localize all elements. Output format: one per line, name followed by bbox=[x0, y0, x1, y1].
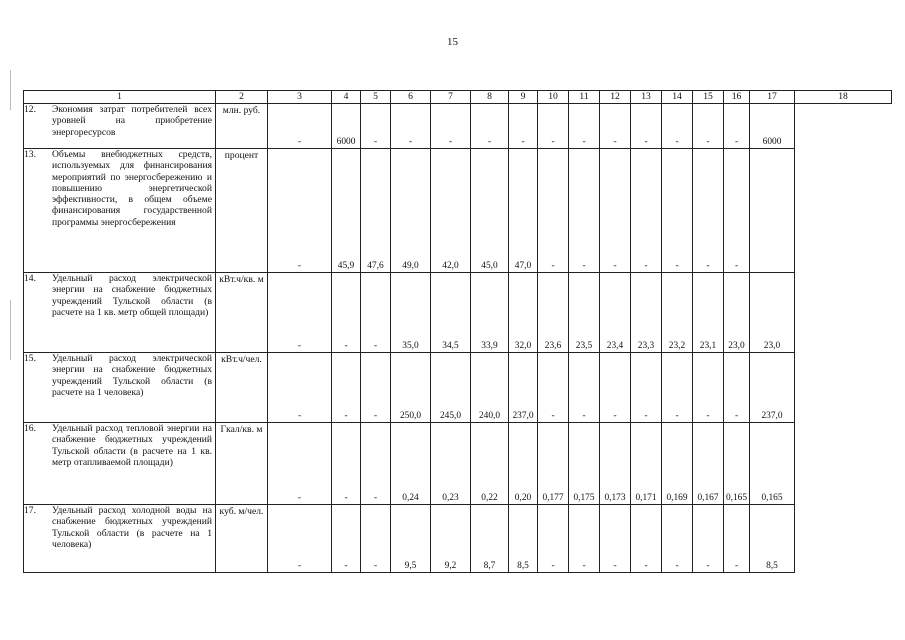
value-cell-col-16: 0,165 bbox=[724, 423, 750, 505]
value-cell-col-17: 237,0 bbox=[750, 353, 795, 423]
value-cell-col-13: - bbox=[631, 505, 662, 573]
value-cell-col-14: - bbox=[662, 505, 693, 573]
value-cell-col-6: 49,0 bbox=[391, 149, 431, 273]
blank-col-18 bbox=[795, 104, 892, 149]
table-row bbox=[24, 353, 892, 423]
unit-cell: кВт.ч/кв. м bbox=[216, 273, 268, 353]
indicator-number: 12. bbox=[24, 104, 36, 115]
value-cell-col-9: 237,0 bbox=[509, 353, 538, 423]
value-cell-col-14: - bbox=[662, 104, 693, 149]
value-cell-col-10: - bbox=[538, 149, 569, 273]
table-row bbox=[24, 505, 892, 573]
value-cell-col-14: - bbox=[662, 353, 693, 423]
unit-cell: процент bbox=[216, 149, 268, 273]
value-cell-col-16: - bbox=[724, 104, 750, 149]
value-cell-col-10: - bbox=[538, 353, 569, 423]
value-cell-col-4: - bbox=[332, 505, 361, 573]
indicator-number: 14. bbox=[24, 273, 36, 284]
column-header-9: 9 bbox=[509, 91, 538, 104]
value-cell-col-15: - bbox=[693, 353, 724, 423]
value-cell-col-11: - bbox=[569, 353, 600, 423]
value-cell-col-9: 8,5 bbox=[509, 505, 538, 573]
table-row bbox=[24, 273, 892, 353]
value-cell-col-9: 32,0 bbox=[509, 273, 538, 353]
value-cell-col-8: 33,9 bbox=[471, 273, 509, 353]
column-header-17: 17 bbox=[750, 91, 795, 104]
column-header-18: 18 bbox=[795, 91, 892, 104]
value-cell-col-11: 0,175 bbox=[569, 423, 600, 505]
value-cell-col-15: 0,167 bbox=[693, 423, 724, 505]
blank-col-18 bbox=[795, 505, 892, 573]
value-cell-col-15: - bbox=[693, 104, 724, 149]
unit-cell: кВт.ч/чел. bbox=[216, 353, 268, 423]
value-cell-col-8: - bbox=[471, 104, 509, 149]
value-cell-col-6: 0,24 bbox=[391, 423, 431, 505]
value-cell-col-7: 0,23 bbox=[431, 423, 471, 505]
value-cell-col-3: - bbox=[268, 273, 332, 353]
indicator-name: Объемы внебюджетных средств, используемых для финансирования мероприятий по энергосбережению и повышению энергетической эффективности, в общем объеме финансирования государственной программы энергосбережения bbox=[52, 149, 212, 228]
indicator-name: Удельный расход холодной воды на снабжение бюджетных учреждений Тульской области (в расчете на 1 человека) bbox=[52, 505, 212, 550]
column-header-2: 2 bbox=[216, 91, 268, 104]
value-cell-col-9: 0,20 bbox=[509, 423, 538, 505]
blank-col-18 bbox=[795, 273, 892, 353]
value-cell-col-9: 47,0 bbox=[509, 149, 538, 273]
column-header-15: 15 bbox=[693, 91, 724, 104]
value-cell-col-16: - bbox=[724, 149, 750, 273]
value-cell-col-13: - bbox=[631, 149, 662, 273]
indicator-name-cell bbox=[24, 149, 216, 273]
value-cell-col-7: 34,5 bbox=[431, 273, 471, 353]
value-cell-col-7: 9,2 bbox=[431, 505, 471, 573]
page-number: 15 bbox=[447, 36, 458, 48]
value-cell-col-12: 0,173 bbox=[600, 423, 631, 505]
indicator-number: 15. bbox=[24, 353, 36, 364]
value-cell-col-13: - bbox=[631, 353, 662, 423]
value-cell-col-6: - bbox=[391, 104, 431, 149]
value-cell-col-8: 45,0 bbox=[471, 149, 509, 273]
value-cell-col-16: - bbox=[724, 505, 750, 573]
value-cell-col-5: - bbox=[361, 353, 391, 423]
column-header-5: 5 bbox=[361, 91, 391, 104]
value-cell-col-10: - bbox=[538, 104, 569, 149]
value-cell-col-12: - bbox=[600, 149, 631, 273]
column-header-1: 1 bbox=[24, 91, 216, 104]
value-cell-col-16: 23,0 bbox=[724, 273, 750, 353]
column-header-14: 14 bbox=[662, 91, 693, 104]
value-cell-col-11: - bbox=[569, 149, 600, 273]
scan-margin-mark bbox=[10, 300, 11, 360]
value-cell-col-13: - bbox=[631, 104, 662, 149]
value-cell-col-4: - bbox=[332, 273, 361, 353]
indicator-name-cell bbox=[24, 104, 216, 149]
value-cell-col-16: - bbox=[724, 353, 750, 423]
value-cell-col-12: - bbox=[600, 104, 631, 149]
blank-col-18 bbox=[795, 353, 892, 423]
value-cell-col-14: 23,2 bbox=[662, 273, 693, 353]
value-cell-col-11: 23,5 bbox=[569, 273, 600, 353]
value-cell-col-15: - bbox=[693, 505, 724, 573]
indicator-name-cell bbox=[24, 353, 216, 423]
value-cell-col-10: - bbox=[538, 505, 569, 573]
indicator-number: 16. bbox=[24, 423, 36, 434]
indicator-number: 13. bbox=[24, 149, 36, 160]
indicator-name-cell bbox=[24, 505, 216, 573]
value-cell-col-3: - bbox=[268, 149, 332, 273]
value-cell-col-4: - bbox=[332, 423, 361, 505]
indicator-number: 17. bbox=[24, 505, 36, 516]
column-header-11: 11 bbox=[569, 91, 600, 104]
value-cell-col-7: 245,0 bbox=[431, 353, 471, 423]
value-cell-col-13: 0,171 bbox=[631, 423, 662, 505]
scan-margin-mark bbox=[10, 70, 11, 110]
value-cell-col-5: 47,6 bbox=[361, 149, 391, 273]
indicator-name-cell bbox=[24, 273, 216, 353]
column-header-10: 10 bbox=[538, 91, 569, 104]
blank-col-18 bbox=[795, 423, 892, 505]
value-cell-col-11: - bbox=[569, 505, 600, 573]
value-cell-col-12: - bbox=[600, 353, 631, 423]
column-header-6: 6 bbox=[391, 91, 431, 104]
unit-cell: куб. м/чел. bbox=[216, 505, 268, 573]
column-header-16: 16 bbox=[724, 91, 750, 104]
value-cell-col-11: - bbox=[569, 104, 600, 149]
value-cell-col-8: 240,0 bbox=[471, 353, 509, 423]
value-cell-col-14: 0,169 bbox=[662, 423, 693, 505]
value-cell-col-12: 23,4 bbox=[600, 273, 631, 353]
value-cell-col-17: 0,165 bbox=[750, 423, 795, 505]
indicator-name: Удельный расход тепловой энергии на снабжение бюджетных учреждений Тульской области (в расчете на 1 кв. метр отапливаемой площади) bbox=[52, 423, 212, 468]
indicator-name: Экономия затрат потребителей всех уровней на приобретение энергоресурсов bbox=[52, 104, 212, 138]
value-cell-col-3: - bbox=[268, 353, 332, 423]
blank-col-18 bbox=[795, 149, 892, 273]
column-header-12: 12 bbox=[600, 91, 631, 104]
indicator-name: Удельный расход электрической энергии на снабжение бюджетных учреждений Тульской области (в расчете на 1 человека) bbox=[52, 353, 212, 398]
value-cell-col-17 bbox=[750, 149, 795, 273]
value-cell-col-5: - bbox=[361, 505, 391, 573]
value-cell-col-5: - bbox=[361, 273, 391, 353]
value-cell-col-6: 9,5 bbox=[391, 505, 431, 573]
value-cell-col-5: - bbox=[361, 423, 391, 505]
value-cell-col-7: 42,0 bbox=[431, 149, 471, 273]
value-cell-col-17: 23,0 bbox=[750, 273, 795, 353]
value-cell-col-14: - bbox=[662, 149, 693, 273]
table-row bbox=[24, 104, 892, 149]
value-cell-col-4: 6000 bbox=[332, 104, 361, 149]
value-cell-col-15: - bbox=[693, 149, 724, 273]
header-row bbox=[24, 91, 892, 104]
value-cell-col-15: 23,1 bbox=[693, 273, 724, 353]
value-cell-col-17: 8,5 bbox=[750, 505, 795, 573]
value-cell-col-9: - bbox=[509, 104, 538, 149]
value-cell-col-8: 0,22 bbox=[471, 423, 509, 505]
value-cell-col-10: 23,6 bbox=[538, 273, 569, 353]
value-cell-col-6: 250,0 bbox=[391, 353, 431, 423]
column-header-13: 13 bbox=[631, 91, 662, 104]
table-row bbox=[24, 423, 892, 505]
value-cell-col-5: - bbox=[361, 104, 391, 149]
column-header-3: 3 bbox=[268, 91, 332, 104]
indicator-name: Удельный расход электрической энергии на снабжение бюджетных учреждений Тульской области (в расчете на 1 кв. метр общей площади) bbox=[52, 273, 212, 318]
value-cell-col-6: 35,0 bbox=[391, 273, 431, 353]
table-row bbox=[24, 149, 892, 273]
value-cell-col-12: - bbox=[600, 505, 631, 573]
value-cell-col-3: - bbox=[268, 423, 332, 505]
column-header-8: 8 bbox=[471, 91, 509, 104]
unit-cell: млн. руб. bbox=[216, 104, 268, 149]
value-cell-col-3: - bbox=[268, 505, 332, 573]
unit-cell: Гкал/кв. м bbox=[216, 423, 268, 505]
value-cell-col-8: 8,7 bbox=[471, 505, 509, 573]
column-header-4: 4 bbox=[332, 91, 361, 104]
indicator-name-cell bbox=[24, 423, 216, 505]
column-header-7: 7 bbox=[431, 91, 471, 104]
value-cell-col-4: - bbox=[332, 353, 361, 423]
value-cell-col-13: 23,3 bbox=[631, 273, 662, 353]
indicator-table bbox=[23, 90, 892, 573]
value-cell-col-17: 6000 bbox=[750, 104, 795, 149]
value-cell-col-10: 0,177 bbox=[538, 423, 569, 505]
value-cell-col-7: - bbox=[431, 104, 471, 149]
value-cell-col-3: - bbox=[268, 104, 332, 149]
value-cell-col-4: 45,9 bbox=[332, 149, 361, 273]
